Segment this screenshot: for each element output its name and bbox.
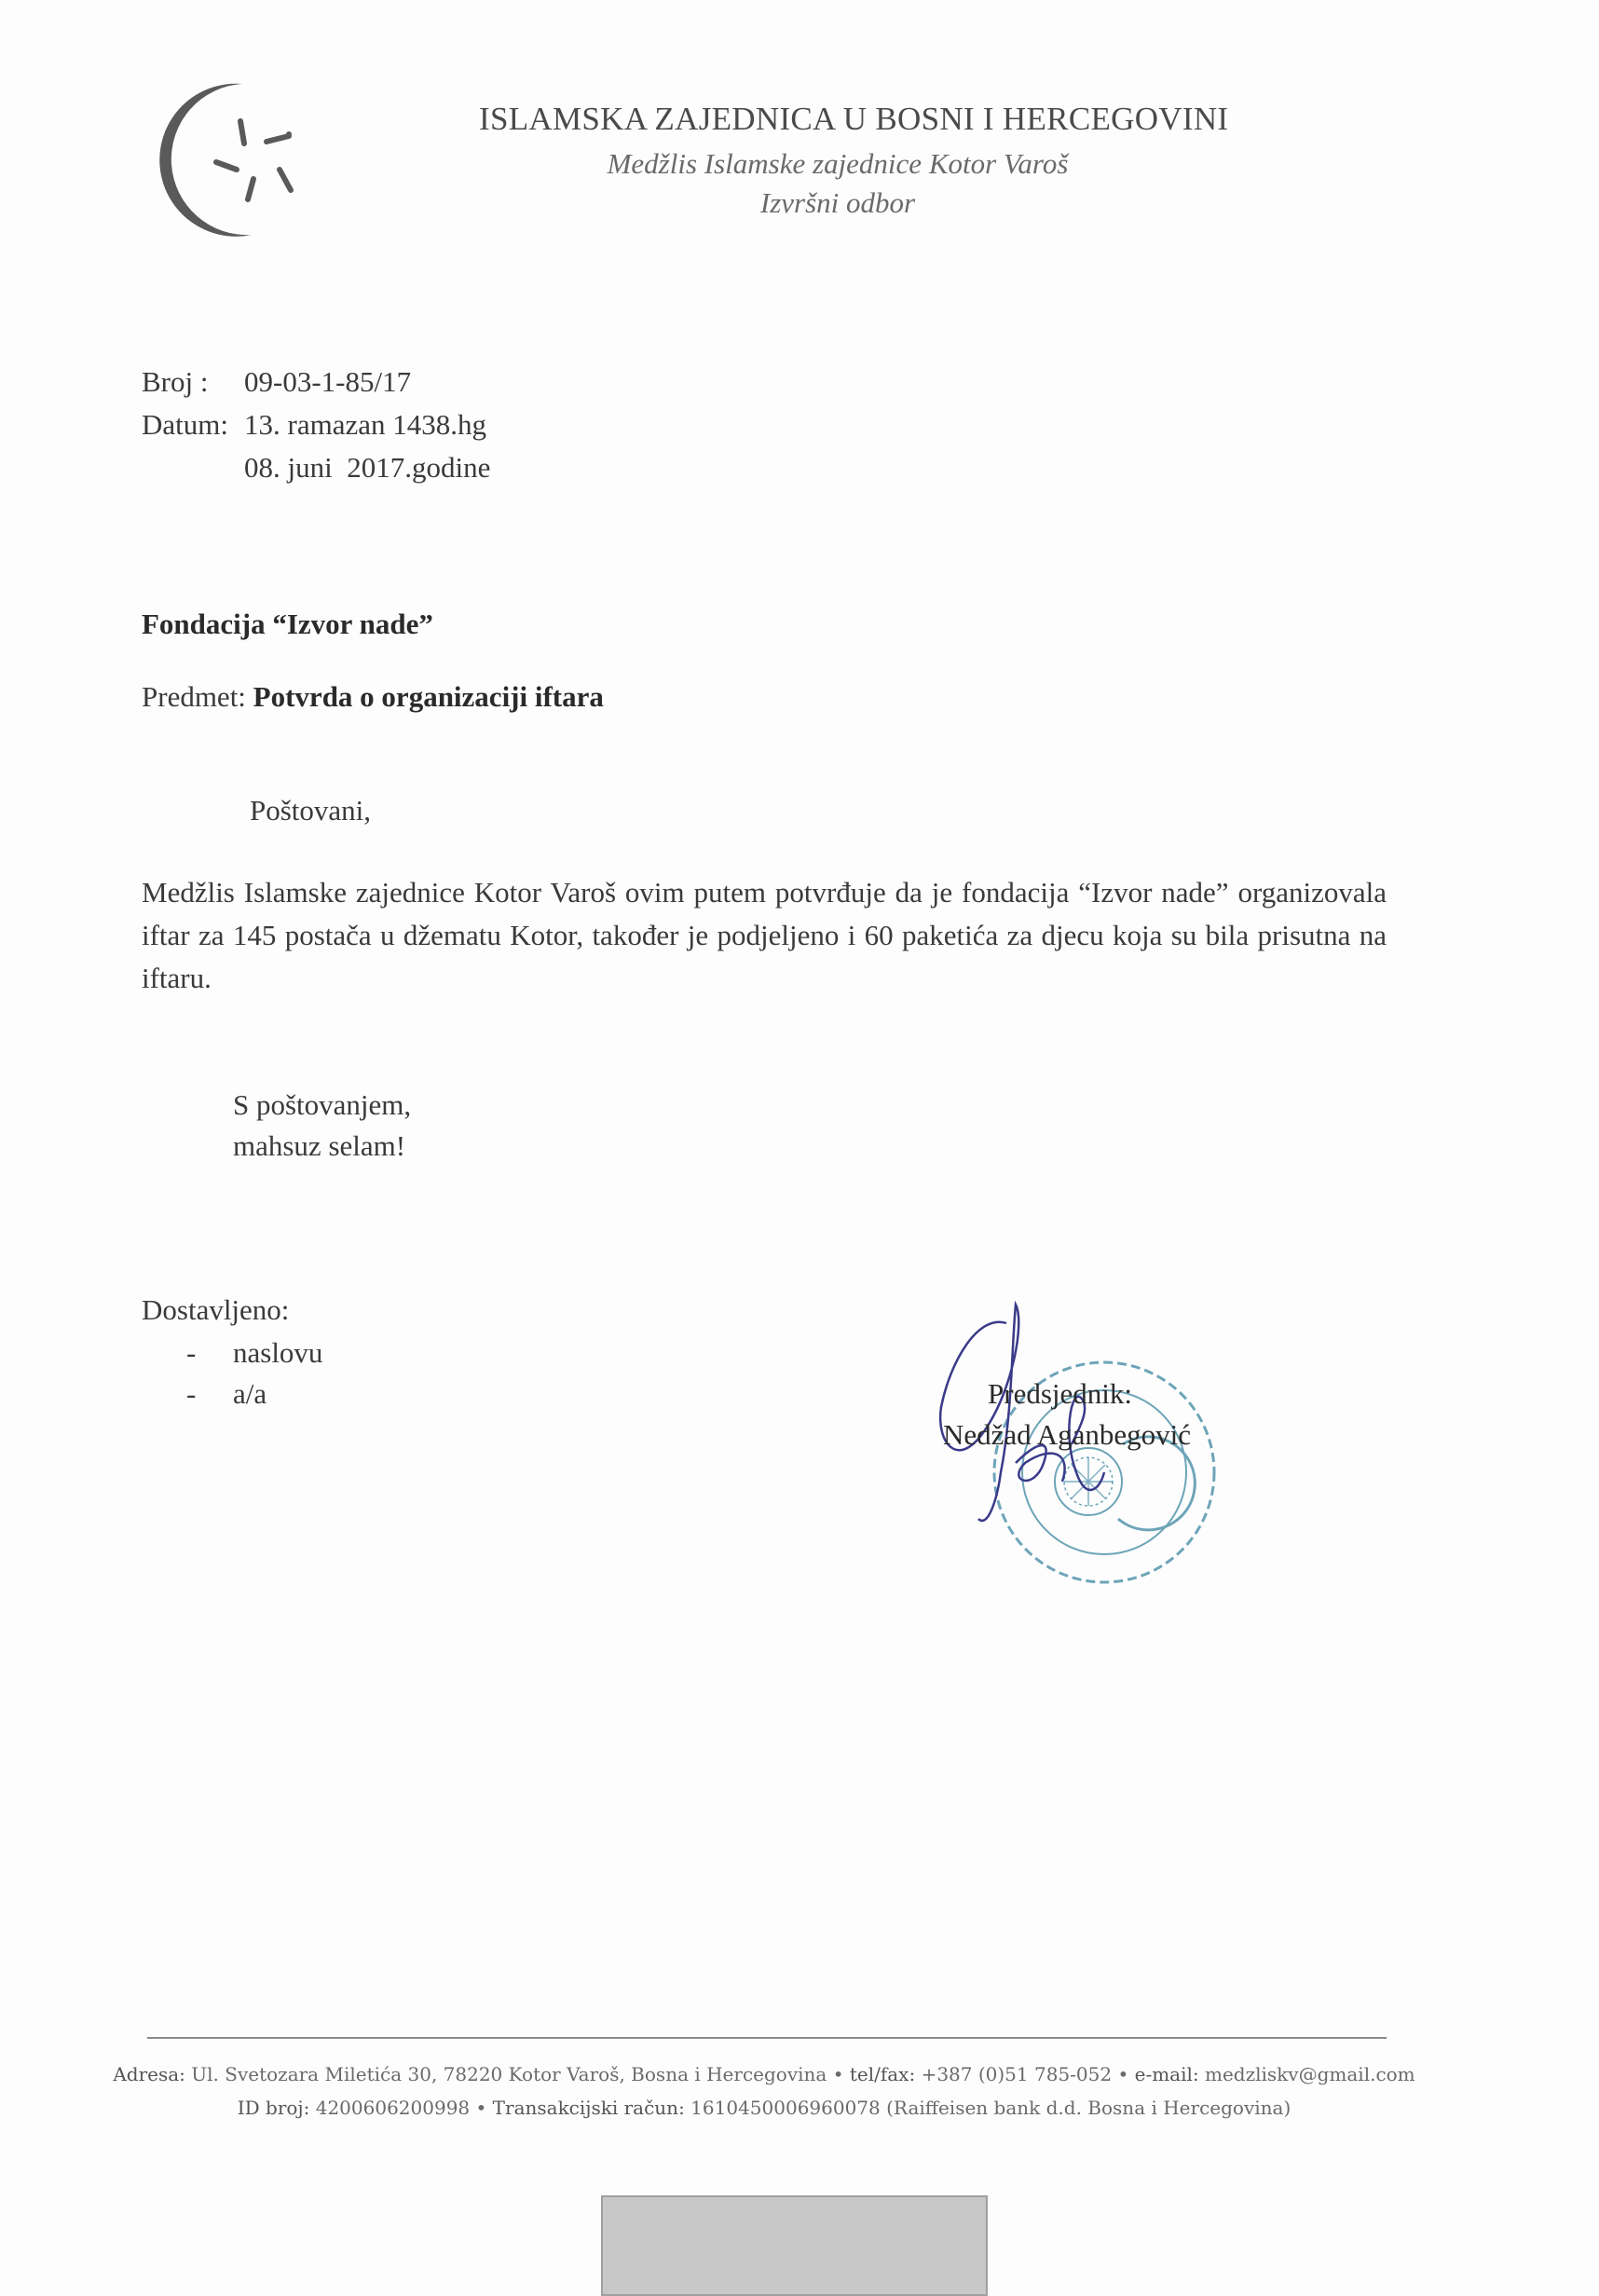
footer-address: Ul. Svetozara Miletića 30, 78220 Kotor Varoš, Bosna i Hercegovina	[191, 2063, 827, 2085]
list-item-text: a/a	[233, 1377, 267, 1410]
footer-tel-label: tel/fax:	[849, 2063, 916, 2085]
broj-label: Broj :	[142, 365, 209, 398]
footer-account-label: Transakcijski račun:	[492, 2097, 685, 2119]
footer-line-2	[112, 2097, 1416, 2119]
recipient: Fondacija “Izvor nade”	[142, 608, 433, 640]
handwritten-signature-icon	[940, 1305, 1104, 1521]
subject-label: Predmet:	[142, 680, 246, 713]
body-paragraph: Medžlis Islamske zajednice Kotor Varoš ovim putem potvrđuje da je fondacija “Izvor nade” organizovala iftar za 145 postača u džematu Kotor, također je podjeljeno i 60 paketića za djecu koja su bila prisutna na iftaru.	[142, 876, 1387, 994]
footer-account: 1610450006960078	[690, 2097, 881, 2119]
footer-separator: •	[832, 2063, 844, 2085]
crescent-star-logo-icon	[130, 76, 335, 244]
dostavljeno-label: Dostavljeno:	[142, 1293, 290, 1326]
datum-hijri: 13. ramazan 1438.hg	[244, 408, 486, 441]
signatory-title: Predsjednik:	[988, 1377, 1132, 1410]
closing-line-1: S poštovanjem,	[233, 1088, 412, 1121]
footer-tel: +387 (0)51 785-052	[921, 2063, 1113, 2085]
signatory-name: Nedžad Aganbegović	[943, 1418, 1191, 1451]
footer-email-label: e-mail:	[1134, 2063, 1199, 2085]
footer-divider	[147, 2037, 1387, 2039]
footer-separator: •	[1117, 2063, 1129, 2085]
medzlis-name: Medžlis Islamske zajednice Kotor Varoš	[607, 147, 1069, 180]
committee-name: Izvršni odbor	[759, 186, 916, 219]
greeting: Poštovani,	[250, 794, 372, 827]
closing-line-2: mahsuz selam!	[233, 1129, 406, 1162]
footer-bank: (Raiffeisen bank d.d. Bosna i Hercegovina)	[886, 2097, 1292, 2119]
subject-text: Potvrda o organizaciji iftara	[253, 680, 604, 713]
footer-line-1	[112, 2063, 1416, 2085]
list-item-text: naslovu	[233, 1336, 323, 1369]
footer-id-label: ID broj:	[237, 2097, 310, 2119]
footer-email: medzliskv@gmail.com	[1204, 2063, 1415, 2085]
footer-id: 4200606200998	[315, 2097, 471, 2119]
footer-address-label: Adresa:	[113, 2063, 185, 2085]
list-dash: -	[186, 1336, 197, 1369]
list-dash: -	[186, 1377, 197, 1410]
footer-separator: •	[475, 2097, 487, 2119]
scan-artifact	[601, 2195, 988, 2296]
organization-name: ISLAMSKA ZAJEDNICA U BOSNI I HERCEGOVINI	[479, 101, 1229, 137]
broj-value: 09-03-1-85/17	[244, 365, 412, 398]
subject-line	[142, 680, 604, 714]
datum-label: Datum:	[142, 408, 228, 441]
datum-gregorian: 08. juni 2017.godine	[244, 451, 491, 484]
